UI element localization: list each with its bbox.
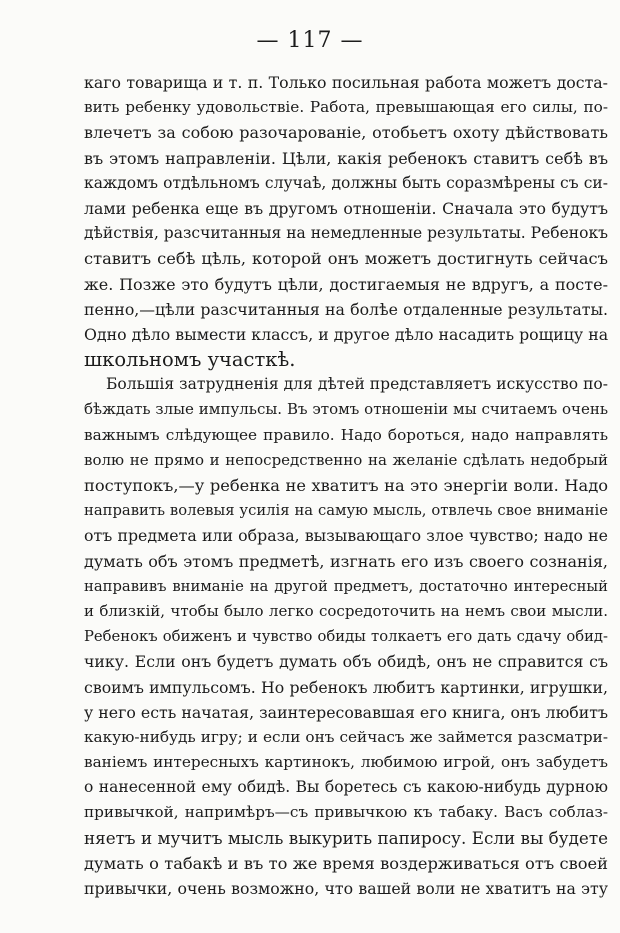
text-line: о нанесенной ему обидѣ. Вы боретесь съ какою-нибудь дурною bbox=[84, 778, 608, 797]
text-line: какую-нибудь игру; и если онъ сейчасъ же займется разсматри- bbox=[84, 727, 608, 746]
text-line: бѣждать злые импульсы. Въ этомъ отношеніи мы считаемъ очень bbox=[84, 400, 608, 419]
text-line: отъ предмета или образа, вызывающаго злое чувство; надо не bbox=[84, 526, 608, 546]
page-number: — 117 — bbox=[256, 28, 364, 53]
text-line: направить волевыя усилія на самую мысль, отвлечь свое вниманіе bbox=[84, 502, 608, 520]
text-line: направивъ вниманіе на другой предметъ, достаточно интересный bbox=[84, 577, 608, 595]
paragraph-1 bbox=[84, 70, 608, 372]
text-line: своимъ импульсомъ. Но ребенокъ любитъ картинки, игрушки, bbox=[84, 677, 608, 697]
text-line: каждомъ отдѣльномъ случаѣ, должны быть соразмѣрены съ си- bbox=[84, 173, 608, 192]
text-line: привычкой, напримѣръ—съ привычкою къ табаку. Васъ соблаз- bbox=[84, 803, 608, 822]
text-line: важнымъ слѣдующее правило. Надо бороться, надо направлять bbox=[84, 425, 608, 444]
text-line: же. Позже это будутъ цѣли, достигаемыя не вдругъ, а посте- bbox=[84, 274, 608, 294]
text-line: вить ребенку удовольствіе. Работа, превышающая его силы, по- bbox=[84, 98, 608, 117]
text-line: ставитъ себѣ цѣль, которой онъ можетъ достигнуть сейчасъ bbox=[84, 249, 608, 269]
text-line: и близкій, чтобы было легко сосредоточить на немъ свои мысли. bbox=[84, 601, 608, 620]
text-line: Ребенокъ обиженъ и чувство обиды толкаетъ его дать сдачу обид- bbox=[84, 628, 608, 646]
text-line: каго товарища и т. п. Только посильная работа можетъ доста- bbox=[84, 73, 608, 92]
text-line: няетъ и мучитъ мысль выкурить папиросу. Если вы будете bbox=[84, 827, 608, 848]
text-line: поступокъ,—у ребенка не хватитъ на это энергіи воли. Надо bbox=[84, 476, 608, 495]
text-line: чику. Если онъ будетъ думать объ обидѣ, онъ не справится съ bbox=[84, 652, 608, 672]
text-line: Одно дѣло вымести классъ, и другое дѣло насадить рощицу на bbox=[84, 324, 608, 344]
text-line: Большія затрудненія для дѣтей представляетъ искусство по- bbox=[106, 375, 608, 394]
body-text bbox=[84, 70, 608, 901]
text-line: ваніемъ интересныхъ картинокъ, любимою игрой, онъ забудетъ bbox=[84, 753, 608, 772]
text-line: думать объ этомъ предметѣ, изгнать его изъ своего сознанія, bbox=[84, 551, 608, 571]
text-line: лами ребенка еще въ другомъ отношеніи. Сначала это будутъ bbox=[84, 198, 608, 218]
text-line: дѣйствія, разсчитанныя на немедленные результаты. Ребенокъ bbox=[84, 224, 608, 243]
text-line: привычки, очень возможно, что вашей воли не хватитъ на эту bbox=[84, 879, 608, 898]
paragraph-2 bbox=[84, 372, 608, 901]
text-line: влечетъ за собою разочарованіе, отобьетъ охоту дѣйствовать bbox=[84, 123, 608, 143]
text-line: волю не прямо и непосредственно на желаніе сдѣлать недобрый bbox=[84, 450, 608, 469]
text-line: пенно,—цѣли разсчитанныя на болѣе отдаленные результаты. bbox=[84, 299, 608, 319]
text-line: думать о табакѣ и въ то же время воздерживаться отъ своей bbox=[84, 853, 608, 873]
text-line: въ этомъ направленіи. Цѣли, какія ребенокъ ставитъ себѣ въ bbox=[84, 148, 608, 168]
text-line: школьномъ участкѣ. bbox=[84, 348, 296, 372]
text-line: у него есть начатая, заинтересовавшая его книга, онъ любитъ bbox=[84, 702, 608, 722]
